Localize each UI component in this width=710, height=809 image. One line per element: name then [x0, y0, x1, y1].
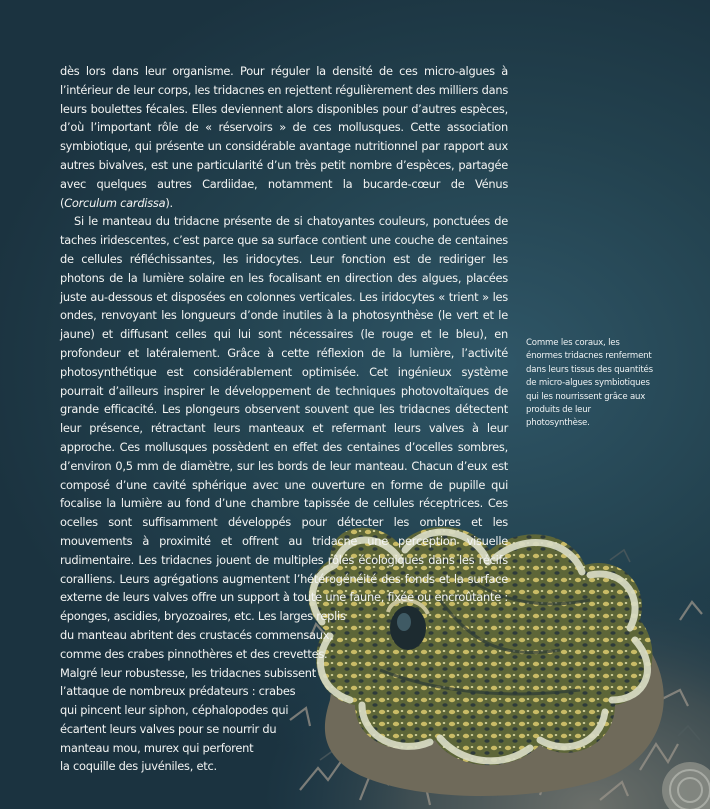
paragraph-1-end: ). — [165, 195, 173, 210]
tail-line: manteau mou, murex qui perforent — [60, 740, 254, 755]
tail-line: la coquille des juvéniles, etc. — [60, 759, 217, 774]
paragraph-1 — [60, 62, 508, 212]
tail-line: l’attaque de nombreux prédateurs : crabes — [60, 684, 296, 699]
tail-line: écartent leurs valves pour se nourrir du — [60, 721, 277, 736]
tail-line: comme des crabes pinnothères et des crevettes. — [60, 646, 328, 661]
paragraph-2-tail — [60, 626, 508, 776]
article-body — [60, 62, 508, 776]
species-name: Corculum cardissa — [64, 195, 166, 210]
tail-line: Malgré leur robustesse, les tridacnes subissent — [60, 665, 316, 680]
paragraph-1-text: dès lors dans leur organisme. Pour réguler la densité de ces micro-algues à l’intérieur de leur corps, les tridacnes en rejettent régulièrement des milliers dans leurs boulettes fécales. Elles deviennent alors disponibles pour d’autres espèces, d’où l’important rôle de « réservoirs » de ces mollusques. Cette association symbiotique, qui présente un considérable avantage nutritionnel par rapport aux autres bivalves, est une particularité d’un très petit nombre d’espèces, partagée avec quelques autres Cardiidae, notamment la bucarde-cœur de Vénus ( — [60, 64, 508, 210]
photo-caption: Comme les coraux, les énormes tridacnes renferment dans leurs tissus des quantités de micro-algues symbiotiques qui les nourrissent grâce aux produits de leur photosynthèse. — [526, 338, 653, 429]
paragraph-2: Si le manteau du tridacne présente de si chatoyantes couleurs, ponctuées de taches iridescentes, c’est parce que sa surface contient une couche de centaines de cellules réfléchissantes, les iridocytes. Leur fonction est de rediriger les photons de la lumière solaire en les focalisant en direction des algues, placées juste au-dessous et disposées en colonnes verticales. Les iridocytes « trient » les ondes, renvoyant les longueurs d’onde inutiles à la photosynthèse (le vert et le jaune) et diffusant celles qui lui sont nécessaires (le rouge et le bleu), en profondeur et latéralement. Grâce à cette réflexion de la lumière, l’activité photosynthétique est considérablement optimisée. Cet ingénieux système pourrait d’ailleurs inspirer le développement de techniques photovoltaïques de grande efficacité. Les plongeurs observent souvent que les tridacnes détectent leur présence, rétractant leurs manteaux et refermant leurs valves à leur approche. Ces mollusques possèdent en effet des centaines d’ocelles sombres, d’environ 0,5 mm de diamètre, sur les bords de leur manteau. Chacun d’eux est composé d’une cavité sphérique avec une ouverture en forme de pupille qui focalise la lumière au fond d’une chambre tapissée de cellules réceptrices. Ces ocelles sont suffisamment développés pour détecter les ombres et les mouvements à proximité et offrent au tridacne une perception visuelle rudimentaire. Les tridacnes jouent de multiples rôles écologiques dans les récifs coralliens. Leurs agrégations augmentent l’hétérogénéité des fonds et la surface externe de leurs valves offre un support à toute une faune, fixée ou encroûtante : éponges, ascidies, bryozoaires, etc. Les larges replis — [60, 214, 508, 624]
tail-line: qui pincent leur siphon, céphalopodes qui — [60, 703, 289, 718]
tail-line: du manteau abritent des crustacés commensaux, — [60, 627, 333, 642]
